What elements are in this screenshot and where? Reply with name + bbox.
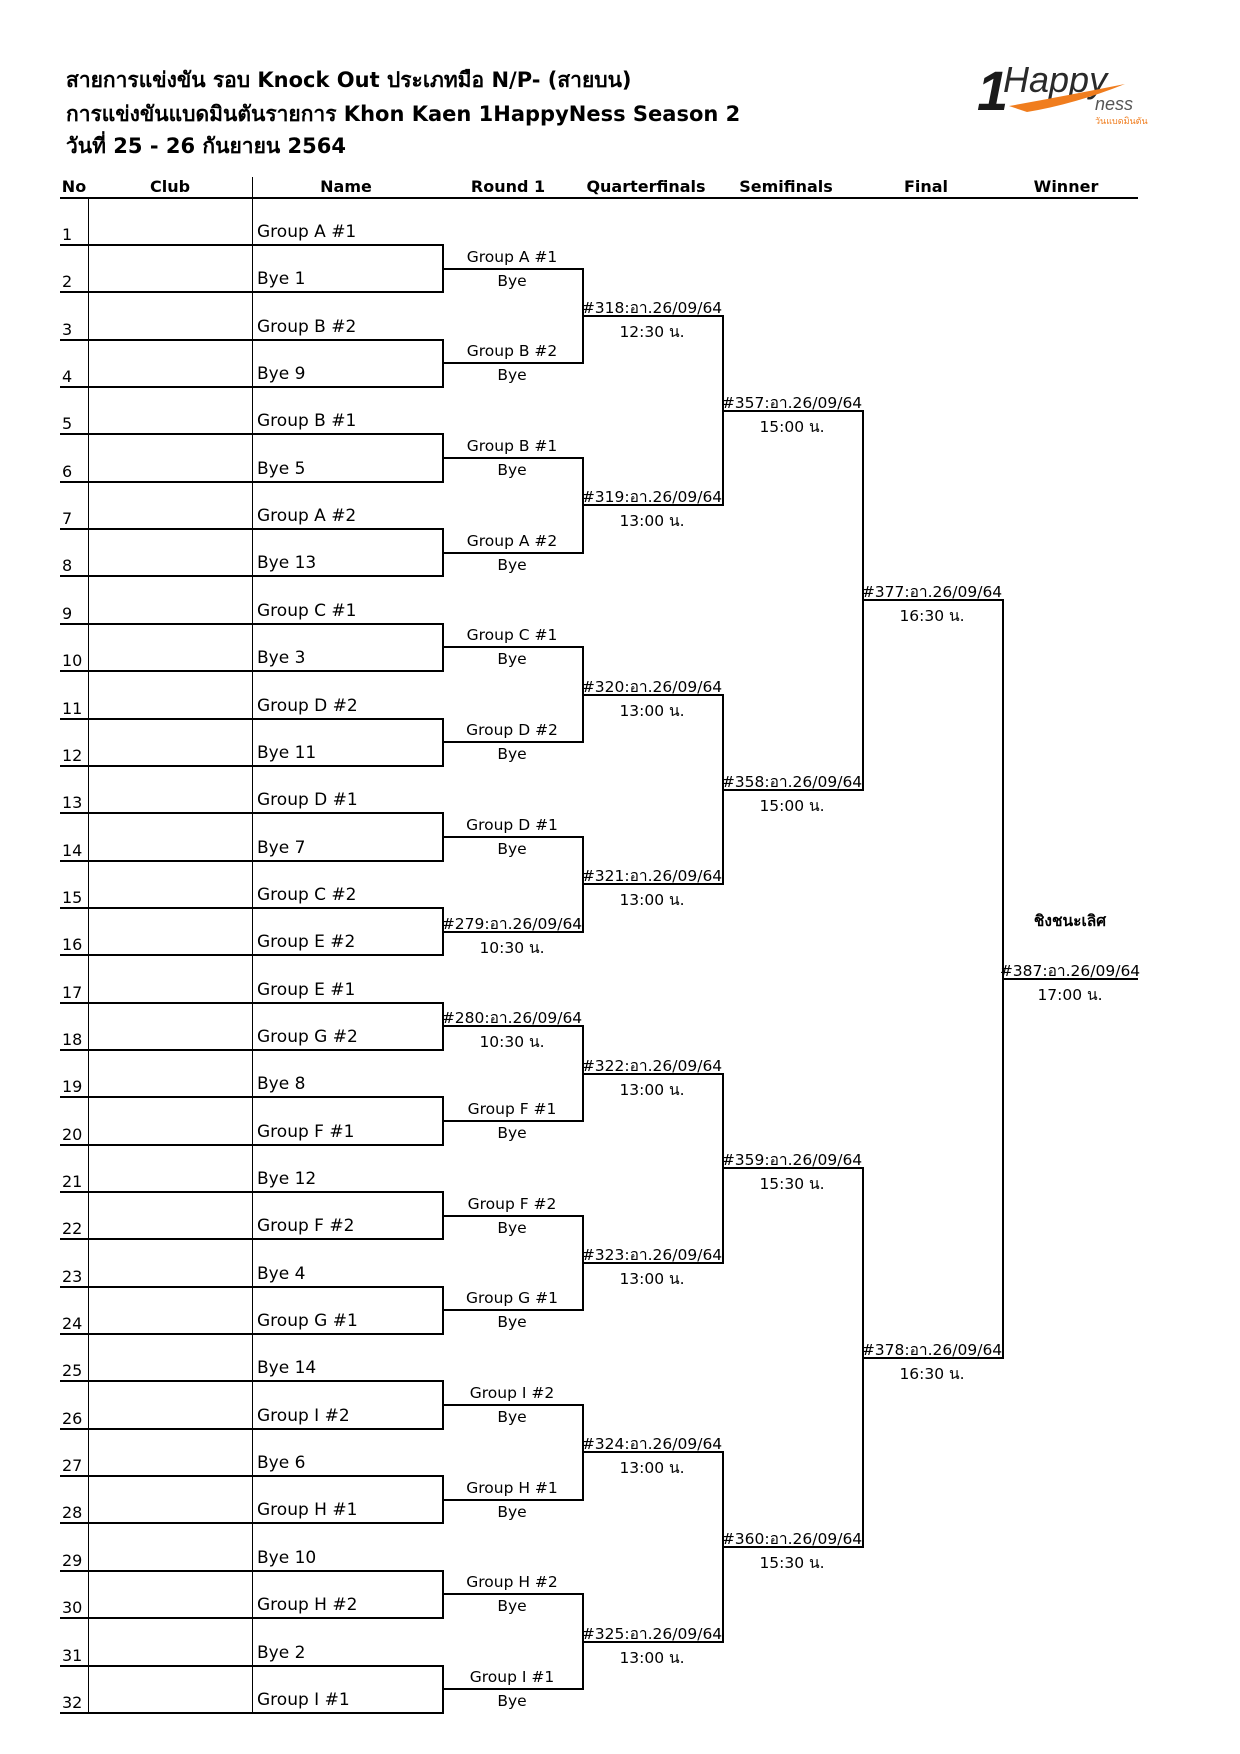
round1-match-detail: Bye [497,1597,527,1616]
quarterfinal-match-label: #321:อา.26/09/64 [581,867,723,886]
entry-name: Group D #1 [257,790,358,811]
entry-name: Bye 11 [257,742,317,763]
entry-row-line [60,1522,442,1524]
entry-row-line [60,433,442,435]
entry-row-line [60,1096,442,1098]
entry-name: Group H #2 [257,1595,358,1616]
final-match-label: #378:อา.26/09/64 [861,1340,1003,1359]
round1-match-label: Group I #2 [469,1384,555,1403]
entry-number: 31 [62,1645,83,1665]
round1-line [442,1309,582,1311]
entry-row-line [60,765,442,767]
entry-row-line [60,860,442,862]
round1-match-label: Group I #1 [469,1668,555,1687]
quarterfinal-match-detail: 13:00 น. [619,1459,685,1478]
winner-match-label: #387:อา.26/09/64 [999,961,1141,980]
round1-match-detail: Bye [497,745,527,764]
entry-name: Bye 5 [257,458,306,479]
round1-line [442,1120,582,1122]
round1-match-detail: 10:30 น. [479,1033,545,1052]
club-column-divider [252,177,253,1714]
round1-line [442,1688,582,1690]
entry-number: 22 [62,1219,83,1239]
entry-name: Bye 8 [257,1074,306,1095]
entry-row-line [60,244,442,246]
quarterfinal-match-label: #320:อา.26/09/64 [581,677,723,696]
round1-match-detail: Bye [497,366,527,385]
round1-line [442,1404,582,1406]
logo-number: 1 [977,59,1009,122]
entry-name: Group A #2 [257,506,357,527]
entry-name: Group F #2 [257,1216,355,1237]
round1-match-label: Group F #2 [467,1194,557,1213]
final-match-detail: 16:30 น. [899,1364,965,1383]
entry-row-line [60,1570,442,1572]
quarterfinal-match-detail: 13:00 น. [619,1648,685,1667]
semifinal-match-detail: 15:00 น. [759,417,825,436]
entry-number: 5 [62,414,73,434]
entry-number: 18 [62,1029,83,1049]
column-header: Semifinals [739,177,833,196]
entry-number: 2 [62,272,73,292]
entry-name: Group B #2 [257,316,357,337]
entry-row-line [60,291,442,293]
quarterfinal-match-label: #325:อา.26/09/64 [581,1624,723,1643]
title-line-2: การแข่งขันแบดมินตันรายการ Khon Kaen 1HappyNess Season 2 [66,102,741,126]
quarterfinal-match-detail: 12:30 น. [619,323,685,342]
round1-match-label: #279:อา.26/09/64 [441,914,583,933]
entry-number: 9 [62,603,73,623]
entry-number: 10 [62,651,83,671]
semifinal-match-label: #359:อา.26/09/64 [721,1151,863,1170]
title-line-3: วันที่ 25 - 26 กันยายน 2564 [66,134,346,158]
winner-match-detail: 17:00 น. [1037,985,1103,1004]
quarterfinal-match-detail: 13:00 น. [619,701,685,720]
round1-line [442,1593,582,1595]
entry-number: 1 [62,225,73,244]
entry-row-line [60,339,442,341]
entry-name: Bye 2 [257,1642,306,1663]
quarterfinal-match-detail: 13:00 น. [619,891,685,910]
round1-match-detail: Bye [497,555,527,574]
entry-row-line [60,812,442,814]
entry-row-line [60,954,442,956]
quarterfinal-match-label: #322:อา.26/09/64 [581,1056,723,1075]
final-match-label: #377:อา.26/09/64 [861,583,1003,602]
entry-row-line [60,1144,442,1146]
entry-name: Group E #2 [257,932,356,953]
round1-match-label: Group C #1 [466,626,558,645]
round1-match-label: Group D #1 [466,815,558,834]
entry-number: 21 [62,1172,83,1191]
entry-row-line [60,1712,442,1714]
entry-name: Bye 6 [257,1453,306,1474]
entry-row-line [60,718,442,720]
entry-name: Bye 4 [257,1263,306,1284]
entry-name: Bye 9 [257,364,306,385]
entry-number: 25 [62,1361,83,1381]
round1-line [442,457,582,459]
entry-number: 6 [62,461,73,481]
entry-row-line [60,528,442,530]
winner-title: ชิงชนะเลิศ [1033,911,1107,930]
entry-row-line [60,1333,442,1335]
round1-line [442,552,582,554]
entry-number: 16 [62,935,83,955]
round1-match-detail: Bye [497,1502,527,1521]
quarterfinal-match-label: #319:อา.26/09/64 [581,488,723,507]
column-header: Quarterfinals [586,177,706,196]
round1-line [442,1499,582,1501]
entry-number: 32 [62,1692,83,1712]
round1-match-label: Group A #1 [466,247,558,266]
title-line-1: สายการแข่งขัน รอบ Knock Out ประเภทมือ N/P- (สายบน) [66,68,632,92]
entry-name: Group E #1 [257,979,356,1000]
entry-row-line [60,575,442,577]
round1-match-detail: 10:30 น. [479,938,545,957]
round1-match-label: Group G #1 [466,1289,558,1308]
semifinal-match-detail: 15:00 น. [759,796,825,815]
entry-number: 8 [62,556,73,576]
column-header: Round 1 [470,177,546,196]
entry-name: Group C #2 [257,884,357,905]
semifinal-match-detail: 15:30 น. [759,1175,825,1194]
entry-row-line [60,1286,442,1288]
entry-row-line [60,386,442,388]
entry-name: Group G #2 [257,1026,358,1047]
round1-match-detail: Bye [497,461,527,480]
entry-name: Bye 13 [257,553,317,574]
entry-row-line [60,623,442,625]
quarterfinal-match-detail: 13:00 น. [619,1080,685,1099]
entry-number: 7 [62,509,73,529]
round1-match-detail: Bye [497,1408,527,1427]
entry-number: 4 [62,367,73,387]
quarterfinal-match-label: #323:อา.26/09/64 [581,1246,723,1265]
entry-row-line [60,1049,442,1051]
quarterfinal-match-label: #318:อา.26/09/64 [581,299,723,318]
semifinal-match-label: #360:อา.26/09/64 [721,1530,863,1549]
round1-match-detail: Bye [497,839,527,858]
column-header: Final [903,177,949,196]
entry-name: Bye 1 [257,269,306,290]
entry-number: 30 [62,1598,83,1618]
entry-name: Group I #2 [257,1405,350,1426]
entry-number: 23 [62,1266,83,1286]
entry-number: 13 [62,793,83,813]
entry-row-line [60,1191,442,1193]
entry-number: 27 [62,1456,83,1476]
entry-row-line [60,1617,442,1619]
entry-number: 14 [62,840,83,860]
round1-match-label: Group B #1 [466,437,558,456]
round1-match-detail: Bye [497,271,527,290]
entry-name: Bye 7 [257,837,306,858]
round1-line [442,362,582,364]
quarterfinal-match-detail: 13:00 น. [619,512,685,531]
round1-line [442,1215,582,1217]
column-header: Club [149,177,191,196]
entry-row-line [60,1380,442,1382]
round1-line [442,836,582,838]
entry-number: 20 [62,1124,83,1144]
entry-name: Group C #1 [257,600,357,621]
semifinal-match-label: #358:อา.26/09/64 [721,772,863,791]
entry-row-line [60,1428,442,1430]
entry-number: 12 [62,745,83,765]
entry-number: 3 [62,319,73,339]
entry-number: 19 [62,1077,83,1097]
column-header: Name [320,177,372,196]
round1-line [442,646,582,648]
entry-name: Bye 10 [257,1547,317,1568]
entry-row-line [60,1002,442,1004]
column-header: No [61,177,87,196]
column-header: Winner [1033,177,1099,196]
header-rule [60,197,1138,199]
entry-name: Group I #1 [257,1689,350,1710]
entry-name: Bye 12 [257,1169,317,1189]
round1-match-detail: Bye [497,1218,527,1237]
entry-number: 24 [62,1314,83,1334]
round1-match-label: Group A #2 [466,531,558,550]
entry-number: 26 [62,1408,83,1428]
entry-row-line [60,907,442,909]
round1-match-label: #280:อา.26/09/64 [441,1009,583,1028]
entry-name: Group G #1 [257,1311,358,1332]
entry-name: Group F #1 [257,1121,355,1142]
entry-row-line [60,1238,442,1240]
happyness-logo [975,58,1175,128]
logo-word: Happy [1003,59,1108,100]
round1-match-label: Group B #2 [466,342,558,361]
entry-row-line [60,481,442,483]
semifinal-match-detail: 15:30 น. [759,1554,825,1573]
entry-number: 11 [62,698,83,718]
entry-number: 29 [62,1550,83,1570]
round1-match-label: Group H #1 [466,1478,558,1497]
entry-name: Bye 14 [257,1358,317,1379]
final-match-detail: 16:30 น. [899,607,965,626]
round1-match-detail: Bye [497,1692,527,1711]
logo-tagline: วันแบดมินตัน [1095,116,1148,126]
quarterfinal-match-label: #324:อา.26/09/64 [581,1435,723,1454]
entry-name: Bye 3 [257,648,306,669]
round1-match-label: Group D #2 [466,721,558,740]
semifinal-match-label: #357:อา.26/09/64 [721,393,863,412]
entry-name: Group B #1 [257,411,357,432]
round1-line [442,741,582,743]
round1-line [442,268,582,270]
entry-number: 15 [62,887,83,907]
entry-name: Group A #1 [257,222,357,242]
entry-row-line [60,1665,442,1667]
entry-row-line [60,1475,442,1477]
entry-number: 28 [62,1503,83,1523]
entry-row-line [60,670,442,672]
logo-subword: ness [1095,94,1134,114]
round1-match-detail: Bye [497,1123,527,1142]
round1-match-detail: Bye [497,650,527,669]
entry-name: Group D #2 [257,695,358,716]
round1-match-label: Group F #1 [467,1099,557,1118]
entry-number: 17 [62,982,83,1002]
round1-match-detail: Bye [497,1313,527,1332]
round1-match-label: Group H #2 [466,1573,558,1592]
quarterfinal-match-detail: 13:00 น. [619,1270,685,1289]
entry-name: Group H #1 [257,1500,358,1521]
